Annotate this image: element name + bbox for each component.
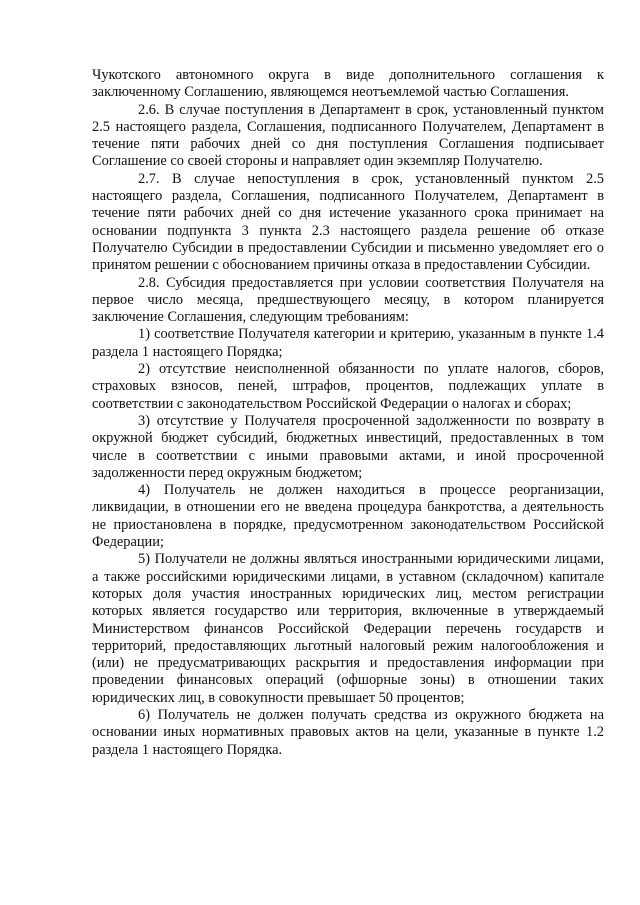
requirement-item-6: 6) Получатель не должен получать средства из окружного бюджета на основании иных нормативных правовых актов на цели, указанные в пункте 1.2 раздела 1 настоящего Порядка.: [92, 706, 604, 758]
paragraph-continuation: Чукотского автономного округа в виде дополнительного соглашения к заключенному Соглашению, являющемся неотъемлемой частью Соглашения.: [92, 67, 604, 101]
paragraph-2-6: 2.6. В случае поступления в Департамент в срок, установленный пунктом 2.5 настоящего раздела, Соглашения, подписанного Получателем, Департамент в течение пяти рабочих дней со дня поступления Соглашения подписывает Соглашение со своей стороны и направляет один экземпляр Получателю.: [92, 101, 604, 170]
requirement-item-1: 1) соответствие Получателя категории и критерию, указанным в пункте 1.4 раздела 1 настоящего Порядка;: [92, 326, 604, 360]
requirement-item-2: 2) отсутствие неисполненной обязанности по уплате налогов, сборов, страховых взносов, пеней, штрафов, процентов, подлежащих уплате в соответствии с законодательством Российской Федерации о налогах и сборах;: [92, 361, 604, 412]
paragraph-2-8: 2.8. Субсидия предоставляется при условии соответствия Получателя на первое число месяца, предшествующего месяцу, в котором планируется заключение Соглашения, следующим требованиям:: [92, 274, 604, 326]
requirement-item-4: 4) Получатель не должен находиться в процессе реорганизации, ликвидации, в отношении его не введена процедура банкротства, а деятельность не приостановлена в порядке, предусмотренном законодательством Российской Федерации;: [92, 482, 604, 551]
document-body: [92, 67, 604, 759]
paragraph-2-7: 2.7. В случае непоступления в срок, установленный пунктом 2.5 настоящего раздела, Соглашения, подписанного Получателем, Департамент в течение пяти рабочих дней со дня истечение указанного срока принимает на основании подпункта 3 пункта 2.3 настоящего раздела решение об отказе Получателю Субсидии в предоставлении Субсидии и письменно уведомляет его о принятом решении с обоснованием причины отказа в предоставлении Субсидии.: [92, 170, 604, 274]
requirement-item-3: 3) отсутствие у Получателя просроченной задолженности по возврату в окружной бюджет субсидий, бюджетных инвестиций, предоставленных в том числе в соответствии с иными правовыми актами, и иной просроченной задолженности перед окружным бюджетом;: [92, 412, 604, 481]
requirement-item-5: 5) Получатели не должны являться иностранными юридическими лицами, а также российскими юридическими лицами, в уставном (складочном) капитале которых доля участия иностранных юридических лиц, местом регистрации которых является государство или территория, включенные в утверждаемый Министерством финансов Российской Федерации перечень государств и территорий, предоставляющих льготный налоговый режим налогообложения и (или) не предусматривающих раскрытия и предоставления информации при проведении финансовых операций (офшорные зоны) в отношении таких юридических лиц, в совокупности превышает 50 процентов;: [92, 551, 604, 706]
